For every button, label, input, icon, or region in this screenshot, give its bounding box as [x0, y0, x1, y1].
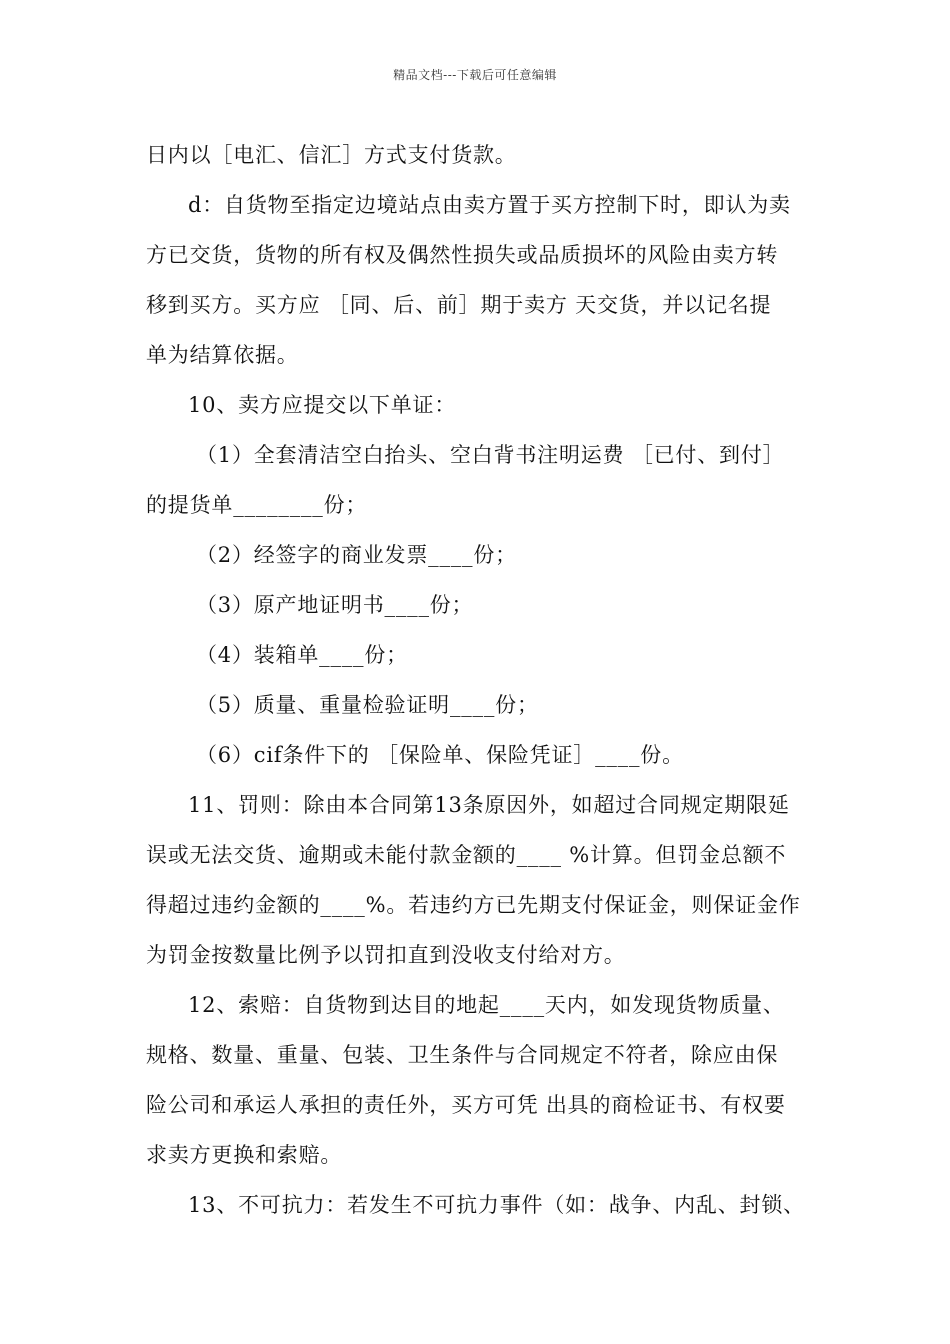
text-line-20: 险公司和承运人承担的责任外，买方可凭 出具的商检证书、有权要 [146, 1093, 786, 1117]
text-line-8: 的提货单________份； [146, 493, 368, 517]
text-line-4: 移到买方。买方应 ［同、后、前］期于卖方 天交货，并以记名提 [146, 293, 772, 317]
text-line-9: （2）经签字的商业发票____份； [196, 543, 517, 567]
text-line-15: 误或无法交货、逾期或未能付款金额的____ %计算。但罚金总额不 [146, 843, 787, 867]
page-header: 精品文档---下载后可任意编辑 [393, 68, 557, 82]
text-line-18: 12、索赔：自货物到达目的地起____天内，如发现货物质量、 [188, 993, 785, 1017]
text-line-2: d：自货物至指定边境站点由卖方置于买方控制下时，即认为卖 [188, 193, 791, 217]
text-line-12: （5）质量、重量检验证明____份； [196, 693, 539, 717]
text-line-7: （1）全套清洁空白抬头、空白背书注明运费 ［已付、到付］ [196, 443, 785, 467]
text-line-21: 求卖方更换和索赔。 [146, 1143, 343, 1167]
text-line-16: 得超过违约金额的____%。若违约方已先期支付保证金，则保证金作 [146, 893, 801, 917]
text-line-14: 11、罚则：除由本合同第13条原因外，如超过合同规定期限延 [188, 793, 790, 817]
text-line-10: （3）原产地证明书____份； [196, 593, 474, 617]
text-line-5: 单为结算依据。 [146, 343, 299, 367]
text-line-1: 日内以［电汇、信汇］方式支付货款。 [146, 143, 517, 167]
text-line-11: （4）装箱单____份； [196, 643, 408, 667]
text-line-13: （6）cif条件下的 ［保险单、保险凭证］____份。 [196, 743, 684, 767]
text-line-22: 13、不可抗力：若发生不可抗力事件（如：战争、内乱、封锁、 [188, 1193, 805, 1217]
text-line-6: 10、卖方应提交以下单证： [188, 393, 457, 417]
text-line-19: 规格、数量、重量、包装、卫生条件与合同规定不符者，除应由保 [146, 1043, 779, 1067]
document-body [146, 130, 826, 1230]
text-line-17: 为罚金按数量比例予以罚扣直到没收支付给对方。 [146, 943, 626, 967]
text-line-3: 方已交货，货物的所有权及偶然性损失或品质损坏的风险由卖方转 [146, 243, 779, 267]
